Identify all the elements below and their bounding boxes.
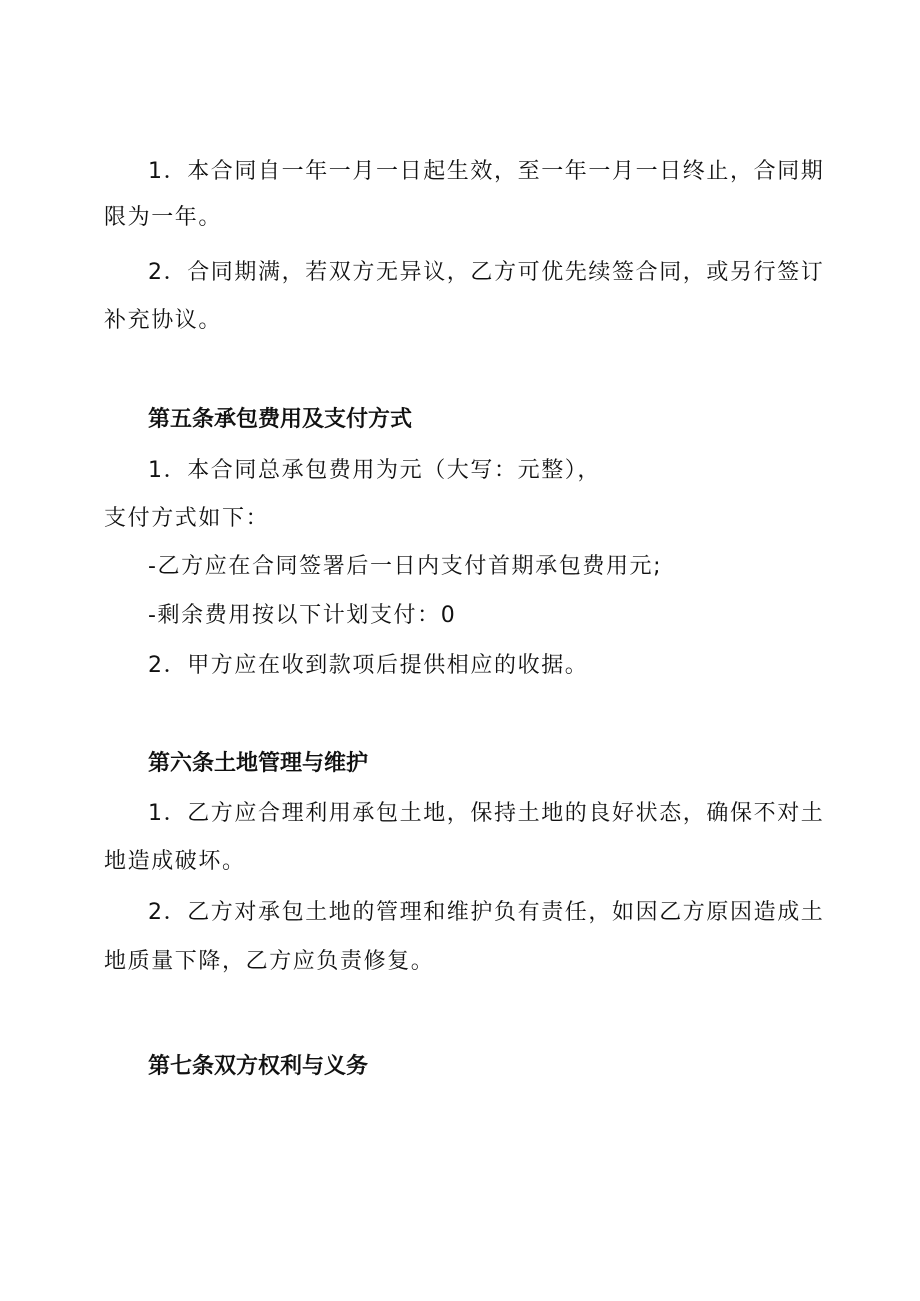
article-6-clause-2-line-1: 2．乙方对承包土地的管理和维护负有责任，如因乙方原因造成土 <box>148 900 825 925</box>
article-5-heading: 第五条承包费用及支付方式 <box>148 407 413 432</box>
term-clause-2-line-1: 2．合同期满，若双方无异议，乙方可优先续签合同，或另行签订 <box>148 260 825 285</box>
term-clause-1-line-2: 限为一年。 <box>104 205 223 230</box>
article-6-heading: 第六条土地管理与维护 <box>148 751 369 776</box>
payment-item-first: -乙方应在合同签署后一日内支付首期承包费用元; <box>148 554 663 579</box>
article-7-heading: 第七条双方权利与义务 <box>148 1054 369 1079</box>
article-6-clause-1-line-1: 1．乙方应合理利用承包土地，保持土地的良好状态，确保不对土 <box>148 801 825 826</box>
payment-method-intro: 支付方式如下： <box>104 506 270 531</box>
article-5-clause-2: 2．甲方应在收到款项后提供相应的收据。 <box>148 653 589 678</box>
payment-item-remaining: -剩余费用按以下计划支付：0 <box>148 603 457 628</box>
article-5-clause-1: 1．本合同总承包费用为元（大写：元整）， <box>148 458 601 483</box>
article-6-clause-1-line-2: 地造成破坏。 <box>104 849 246 874</box>
article-6-clause-2-line-2: 地质量下降，乙方应负责修复。 <box>104 949 435 974</box>
term-clause-1-line-1: 1．本合同自一年一月一日起生效，至一年一月一日终止，合同期 <box>148 159 825 184</box>
term-clause-2-line-2: 补充协议。 <box>104 308 223 333</box>
